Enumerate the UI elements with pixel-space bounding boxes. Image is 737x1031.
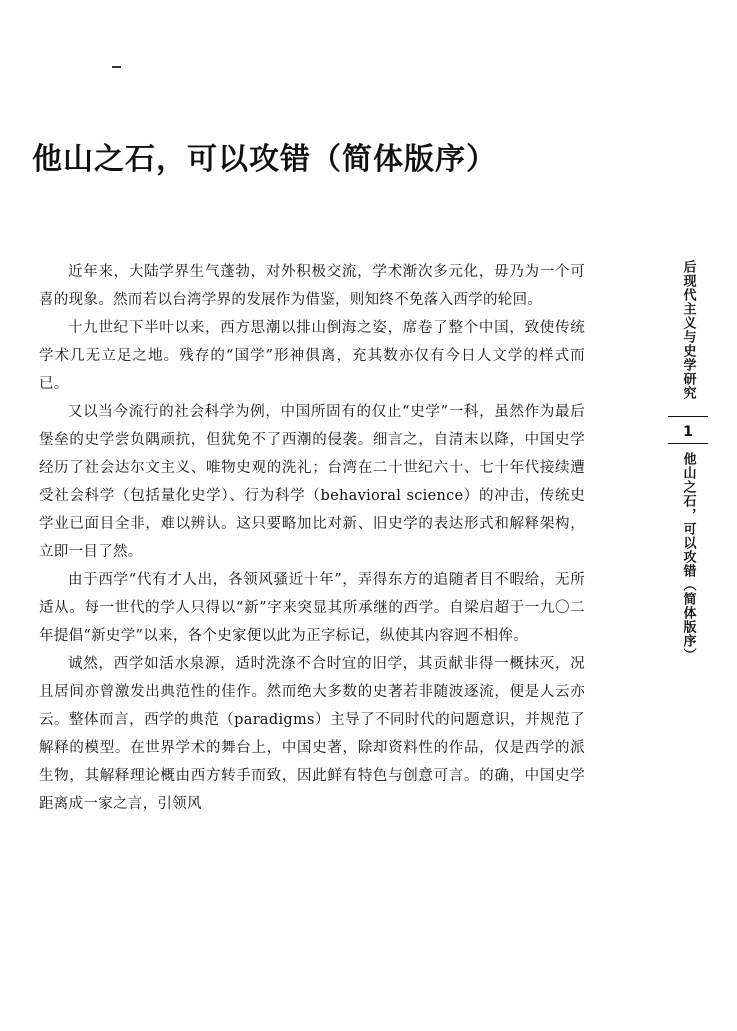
- paragraph: 十九世纪下半叶以来，西方思潮以排山倒海之姿，席卷了整个中国，致使传统学术几无立足之地。残存的“国学”形神俱离，充其数亦仅有今日人文学的样式而已。: [39, 320, 585, 392]
- paragraph: 由于西学“代有才人出，各领风骚近十年”，弄得东方的追随者目不暇给，无所适从。每一世代的学人只得以“新”字来突显其所承继的西学。自梁启超于一九〇二年提倡“新史学”以来，各个史家便以此为正字标记，纵使其内容迥不相侔。: [39, 572, 585, 644]
- book-title-vertical: 后现代主义与史学研究: [680, 260, 696, 400]
- paragraph: 诚然，西学如活水泉源，适时洗涤不合时宜的旧学，其贡献非得一概抹灭，况且居间亦曾激发出典范性的佳作。然而绝大多数的史著若非随波逐流，便是人云亦云。整体而言，西学的典范（paradigms）主导了不同时代的问题意识，并规范了解释的模型。在世界学术的舞台上，中国史著，除却资料性的作品，仅是西学的派生物，其解释理论概由西方转手而致，因此鲜有特色与创意可言。的确，中国史学距离成一家之言，引领风: [39, 656, 585, 812]
- page-number: 1: [668, 421, 708, 444]
- stray-mark: [112, 66, 121, 68]
- body-text: [39, 258, 585, 818]
- section-title-vertical: 他山之石，可以攻错（简体版序）: [680, 452, 696, 662]
- paragraph: 又以当今流行的社会科学为例，中国所固有的仅止“史学”一科，虽然作为最后堡垒的史学尝负隅顽抗，但犹免不了西潮的侵袭。细言之，自清末以降，中国史学经历了社会达尔文主义、唯物史观的洗礼；台湾在二十世纪六十、七十年代接续遭受社会科学（包括量化史学）、行为科学（behavioral science）的冲击，传统史学业已面目全非，难以辨认。这只要略加比对新、旧史学的表达形式和解释架构，立即一目了然。: [39, 404, 585, 560]
- running-header-sidebar: [668, 260, 708, 667]
- chapter-title: 他山之石，可以攻错（简体版序）: [32, 142, 497, 177]
- paragraph: 近年来，大陆学界生气蓬勃，对外积极交流，学术渐次多元化，毋乃为一个可喜的现象。然而若以台湾学界的发展作为借鉴，则知终不免落入西学的轮回。: [39, 264, 585, 308]
- sidebar-rule: [668, 416, 708, 417]
